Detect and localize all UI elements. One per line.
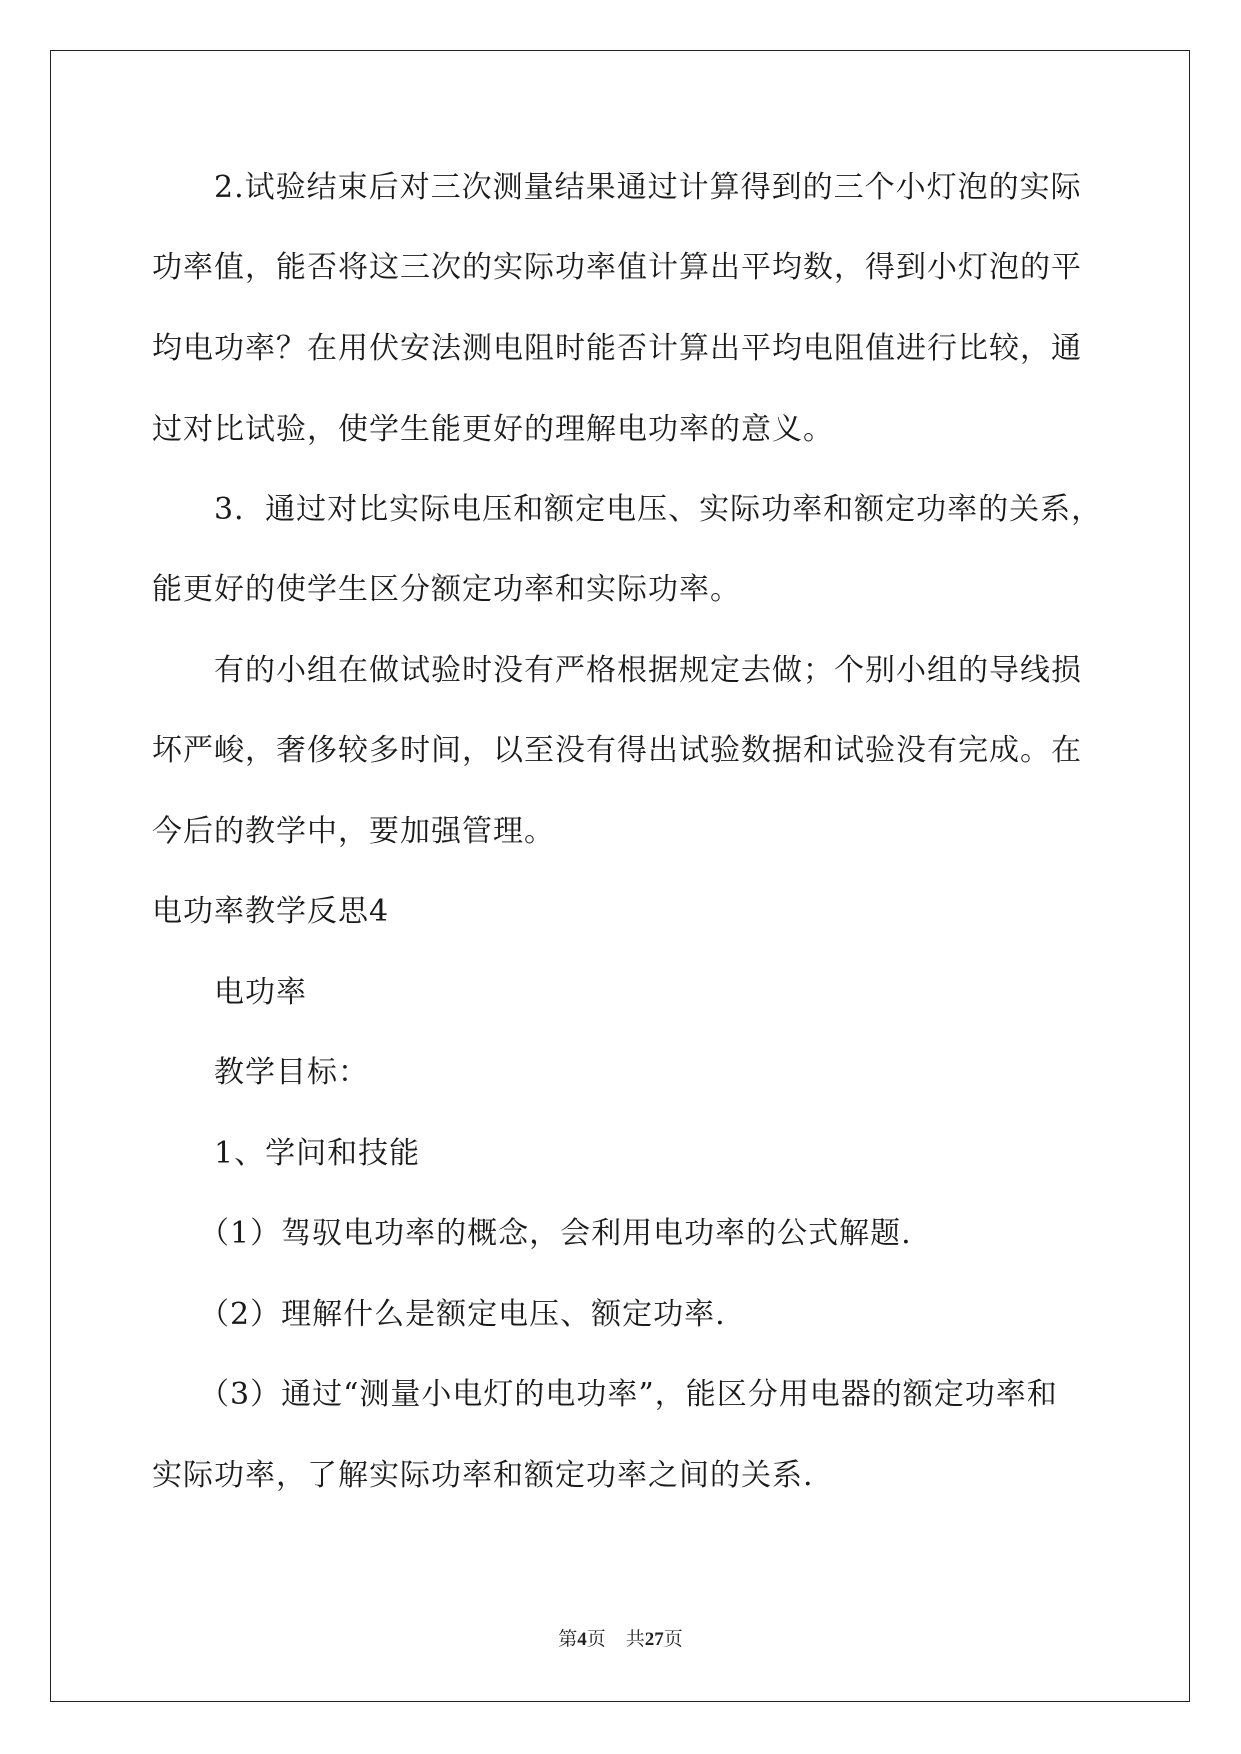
paragraph-line: 2.试验结束后对三次测量结果通过计算得到的三个小灯泡的实际 [152, 170, 1082, 205]
page-number: 4 [577, 1629, 587, 1650]
paragraph-line: （2）理解什么是额定电压、额定功率. [152, 1297, 726, 1332]
section-heading: 电功率教学反思4 [152, 894, 390, 929]
paragraph-line: 电功率 [152, 975, 307, 1010]
paragraph-line: 今后的教学中，要加强管理。 [152, 814, 555, 849]
total-pages: 27 [644, 1629, 664, 1650]
page-footer [0, 1628, 1241, 1652]
paragraph-line: 均电功率？在用伏安法测电阻时能否计算出平均电阻值进行比较，通 [152, 331, 1082, 366]
paragraph-line: 1、学问和技能 [152, 1136, 421, 1171]
paragraph-line: （1）驾驭电功率的概念，会利用电功率的公式解题. [152, 1216, 912, 1251]
paragraph-line: 功率值，能否将这三次的实际功率值计算出平均数，得到小灯泡的平 [152, 250, 1082, 285]
paragraph-line: 教学目标： [152, 1055, 369, 1090]
total-suffix: 页 [663, 1629, 683, 1650]
paragraph-line: 坏严峻，奢侈较多时间，以至没有得出试验数据和试验没有完成。在 [152, 733, 1082, 768]
paragraph-line: 有的小组在做试验时没有严格根据规定去做；个别小组的导线损 [152, 653, 1082, 688]
paragraph-line: 3．通过对比实际电压和额定电压、实际功率和额定功率的关系， [152, 492, 1103, 527]
page-suffix: 页 [586, 1629, 606, 1650]
paragraph-line: 能更好的使学生区分额定功率和实际功率。 [152, 572, 741, 607]
total-prefix: 共 [625, 1629, 645, 1650]
page-border [50, 50, 1190, 1702]
paragraph-line: 实际功率，了解实际功率和额定功率之间的关系. [152, 1458, 814, 1493]
paragraph-line: （3）通过“测量小电灯的电功率”，能区分用电器的额定功率和 [152, 1377, 1058, 1412]
page-prefix: 第 [558, 1629, 578, 1650]
paragraph-line: 过对比试验，使学生能更好的理解电功率的意义。 [152, 412, 834, 447]
